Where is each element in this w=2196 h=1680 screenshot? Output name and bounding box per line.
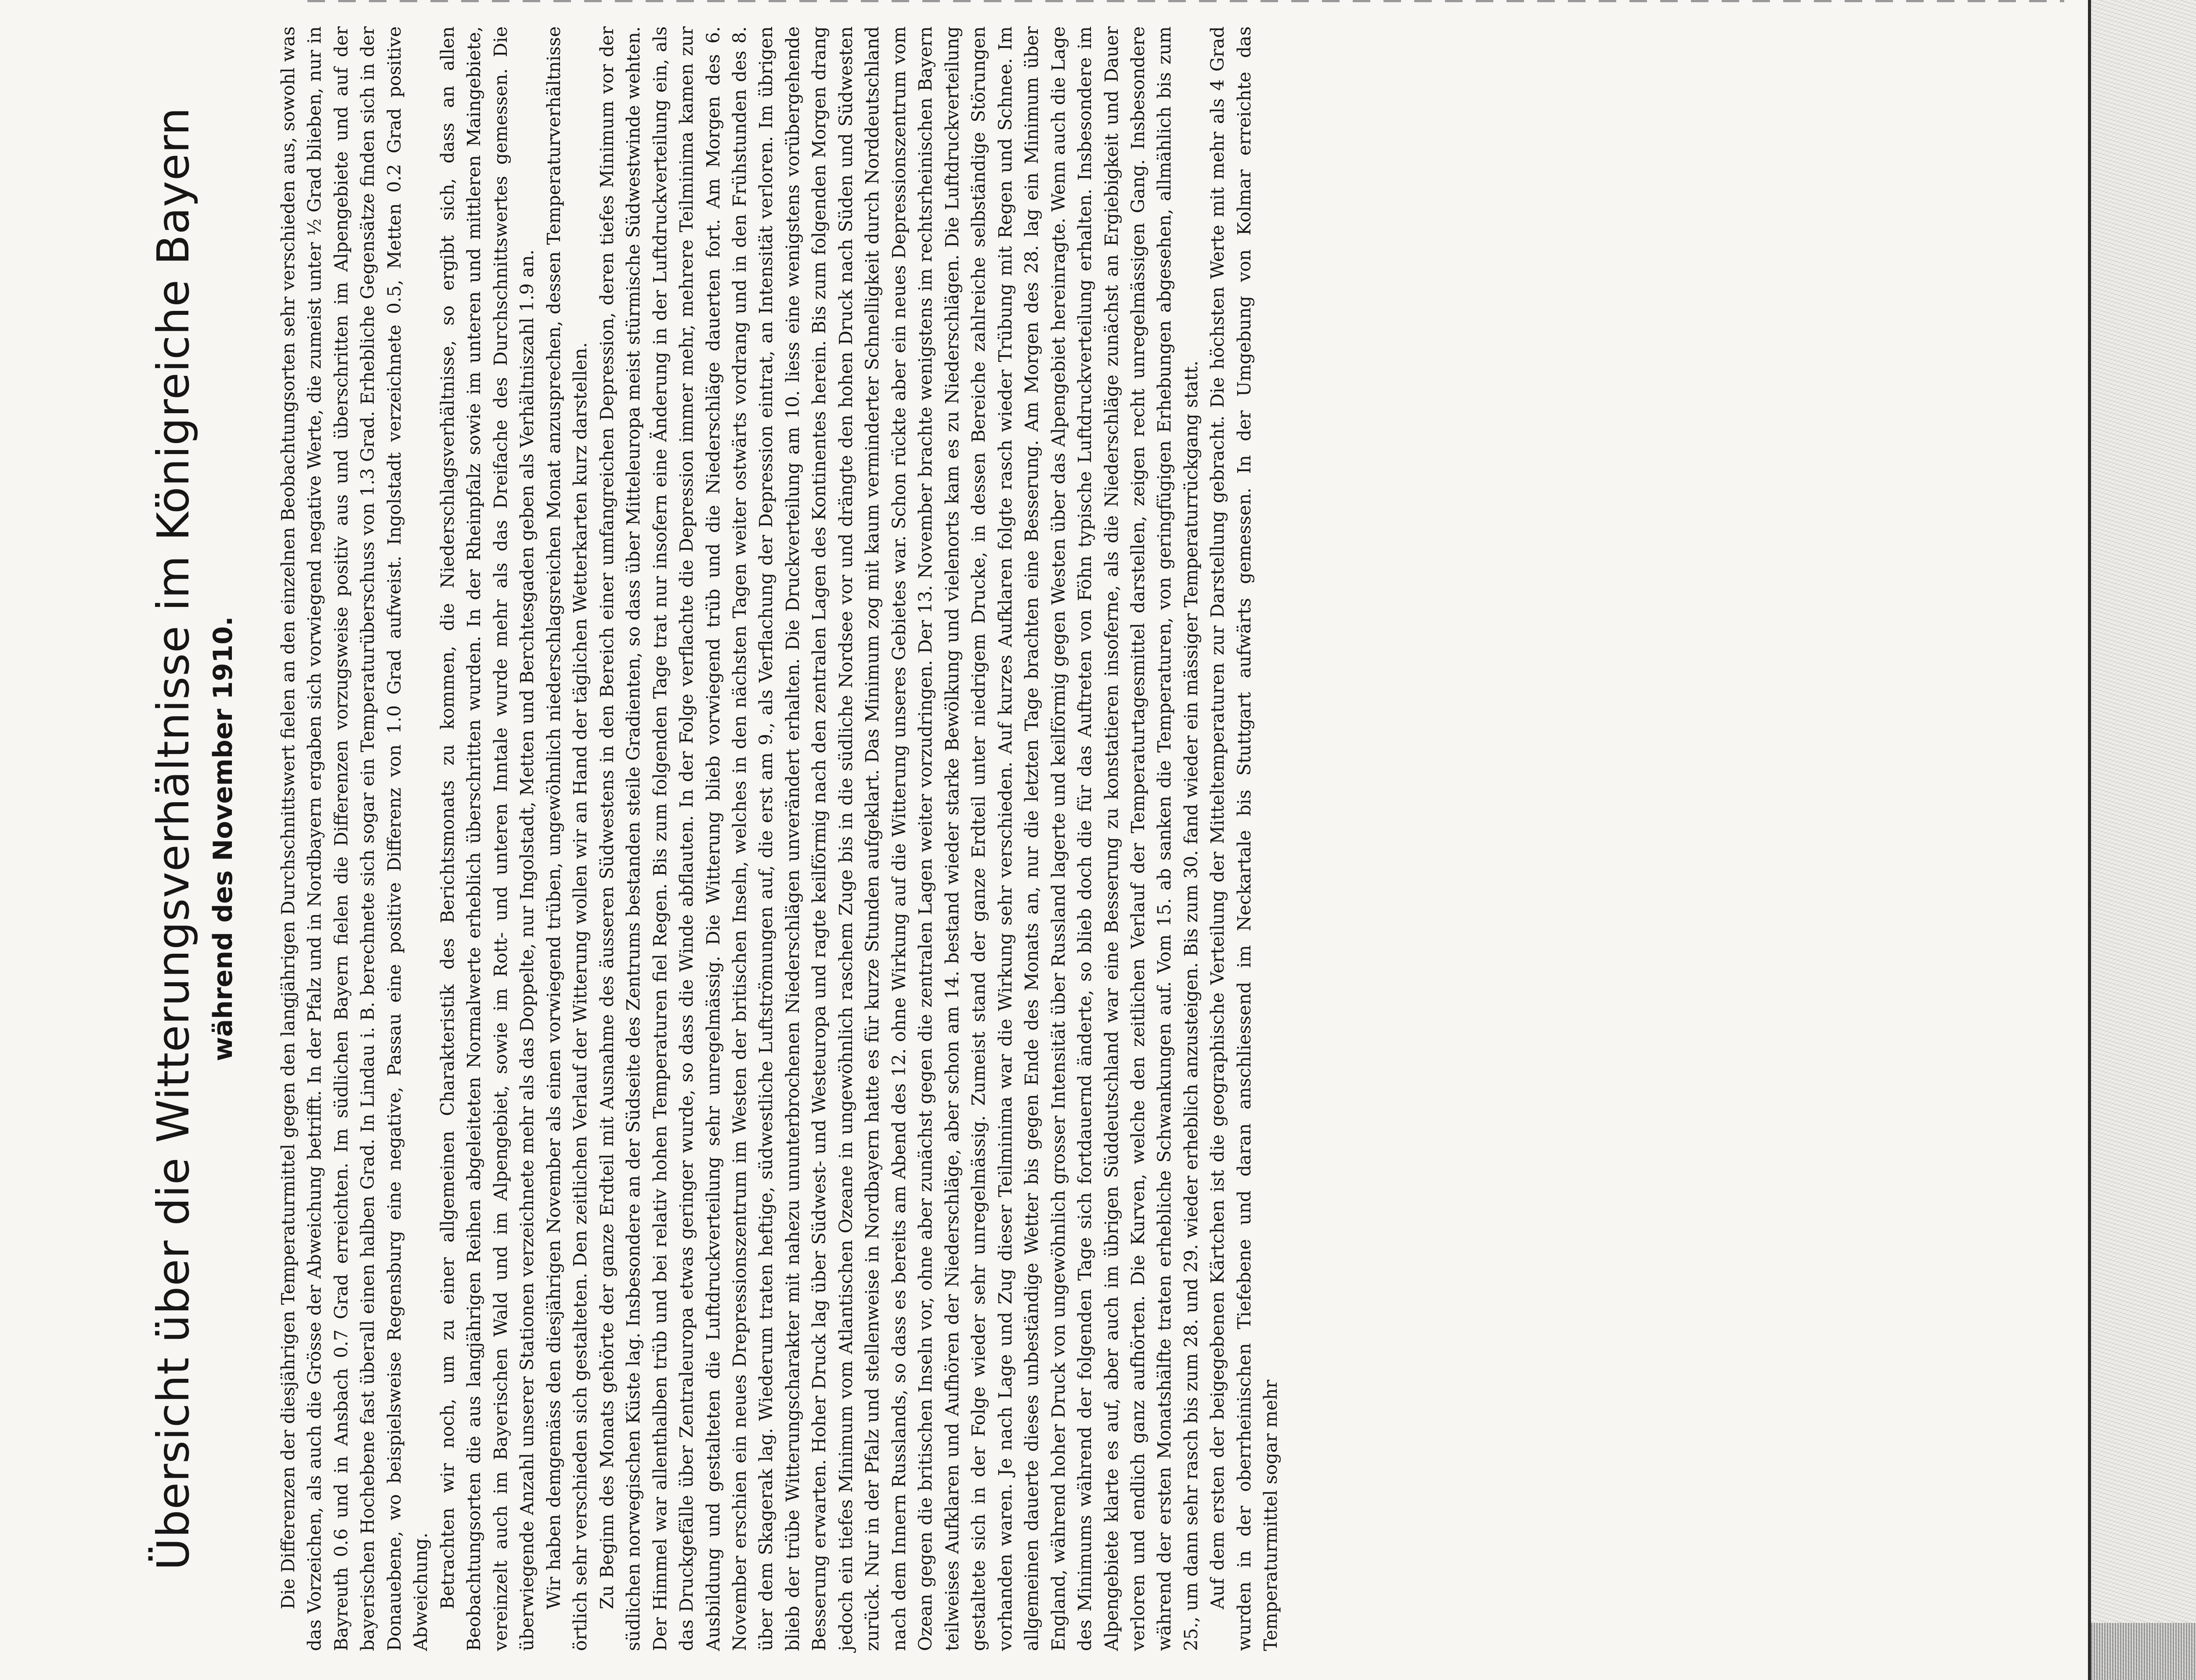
scan-margin-artifact xyxy=(2091,1623,2196,1680)
body-text xyxy=(275,26,1284,1651)
rotated-page-content xyxy=(145,26,2012,1651)
scan-margin xyxy=(2091,0,2196,1680)
page-title: Übersicht über die Witterungsverhältnisse im Königreiche Bayern xyxy=(148,107,199,1571)
paragraph-precipitation: Betrachten wir noch, um zu einer allgemeinen Charakteristik des Berichtsmonats zu kommen, die Niederschlagsverhältnisse, so ergibt sich, dass an allen Beobachtungsorten die aus langjährigen Reihen abgeleiteten Normalwerte erheblich überschritten wurden. In der Rheinpfalz sowie im unteren und mittleren Maingebiete, vereinzelt auch im Bayerischen Wald und im Alpengebiet, sowie im Rott- und unteren Inntale wurde mehr als das Dreifache des Durchschnittswertes gemessen. Die überwiegende Anzahl unserer Stationen verzeichnete mehr als das Doppelte, nur Ingolstadt, Metten und Berchtesgaden geben als Verhältniszahl 1.9 an. xyxy=(437,26,538,1651)
paragraph-temperature-map: Auf dem ersten der beigegebenen Kärtchen ist die geographische Verteilung der Mitteltemperaturen zur Darstellung gebracht. Die höchsten Werte mit mehr als 4 Grad wurden in der oberrheinischen Tiefebene und daran anschliessend im Neckartale bis Stuttgart aufwärts gemessen. In der Umgebung von Kolmar erreichte das Temperaturmittel sogar mehr xyxy=(1207,26,1282,1651)
scan-top-rule xyxy=(307,0,2064,2)
paragraph-summary: Wir haben demgemäss den diesjährigen November als einen vorwiegend trüben, ungewöhnlich niederschlagsreichen Monat anzusprechen, dessen Temperaturverhältnisse örtlich sehr verschieden sich gestalteten. Den zeitlichen Verlauf der Witterung wollen wir an Hand der täglichen Wetterkarten kurz darstellen. xyxy=(543,26,591,1651)
paragraph-temperature: Die Differenzen der diesjährigen Temperaturmittel gegen den langjährigen Durchschnittswert fielen an den einzelnen Beobachtungsorten sehr verschieden aus, sowohl was das Vorzeichen, als auch die Grösse der Abweichung betrifft. In der Pfalz und in Nordbayern ergaben sich vorwiegend negative Werte, die zumeist unter ½ Grad blieben, nur in Bayreuth 0.6 und in Ansbach 0.7 Grad erreichten. Im südlichen Bayern fielen die Differenzen vorzugsweise positiv aus und überschritten im Alpengebiete und auf der bayerischen Hochebene fast überall einen halben Grad. In Lindau i. B. berechnete sich sogar ein Temperaturüberschuss von 1.3 Grad. Erhebliche Gegensätze finden sich in der Donauebene, wo beispielsweise Regensburg eine negative, Passau eine positive Differenz von 1.0 Grad aufweist. Ingolstadt verzeichnete 0.5, Metten 0.2 Grad positive Abweichung. xyxy=(278,26,432,1651)
page-subtitle: während des November 1910. xyxy=(208,616,238,1061)
page-edge-line xyxy=(2088,0,2091,1680)
paragraph-weather-course: Zu Beginn des Monats gehörte der ganze Erdteil mit Ausnahme des äusseren Südwestens in den Bereich einer umfangreichen Depression, deren tiefes Minimum vor der südlichen norwegischen Küste lag. Insbesondere an der Südseite des Zentrums bestanden steile Gradienten, so dass über Mitteleuropa meist stürmische Südwestwinde wehten. Der Himmel war allenthalben trüb und bei relativ hohen Temperaturen fiel Regen. Bis zum folgenden Tage trat nur insofern eine Änderung in der Luftdruckverteilung ein, als das Druckgefälle über Zentraleuropa etwas geringer wurde, so dass die Winde abflauten. In der Folge verflachte die Depression immer mehr, mehrere Teilminima kamen zur Ausbildung und gestalteten die Luftdruckverteilung sehr unregelmässig. Die Witterung blieb vorwiegend trüb und die Niederschläge dauerten fort. Am Morgen des 6. November erschien ein neues Drepressionszentrum im Westen der britischen Inseln, welches in den nächsten Tagen weiter ostwärts vordrang und in den Frühstunden des 8. über dem Skagerak lag. Wiederum traten heftige, südwestliche Luftströmungen auf, die erst am 9., als Verflachung der Depression eintrat, an Intensität verloren. Im übrigen blieb der trübe Witterungscharakter mit nahezu ununterbrochenen Niederschlägen unverändert erhalten. Die Druckverteilung am 10. liess eine wenigstens vorübergehende Besserung erwarten. Hoher Druck lag über Südwest- und Westeuropa und ragte keilförmig nach den zentralen Lagen des Kontinentes herein. Bis zum folgenden Morgen drang jedoch ein tiefes Minimum vom Atlantischen Ozeane in ungewöhnlich raschem Zuge bis in die südliche Nordsee vor und drängte den hohen Druck nach Süden und Südwesten zurück. Nur in der Pfalz und stellenweise in Nordbayern hatte es für kurze Stunden aufgeklart. Das Minimum zog mit kaum verminderter Schnelligkeit durch Norddeutschland nach dem Innern Russlands, so dass es bereits am Abend des 12. ohne Wirkung auf die Witterung unseres Gebietes war. Schon rückte aber ein neues Depressionszentrum vom Ozean gegen die britischen Inseln vor, ohne aber zunächst gegen die zentralen Lagen weiter vorzudringen. Der 13. November brachte wenigstens im rechtsrheinischen Bayern teilweises Aufklaren und Aufhören der Niederschläge, aber schon am 14. bestand wieder starke Bewölkung und vielenorts kam es zu Niederschlägen. Die Luftdruckverteilung gestaltete sich in der Folge wieder sehr unregelmässig. Zumeist stand der ganze Erdteil unter niedrigem Drucke, in dessen Bereiche zahlreiche selbständige Störungen vorhanden waren. Je nach Lage und Zug dieser Teilminima war die Wirkung sehr verschieden. Auf kurzes Aufklaren folgte rasch wieder Trübung mit Regen und Schnee. Im allgemeinen dauerte dieses unbeständige Wetter bis gegen Ende des Monats an, nur die letzten Tage brachten eine Besserung. Am Morgen des 28. lag ein Minimum über England, während hoher Druck von ungewöhnlich grosser Intensität über Russland lagerte und keilförmig gegen Westen über das Alpengebiet hereinragte. Wenn auch die Lage des Minimums während der folgenden Tage sich fortdauernd änderte, so blieb doch die für das Auftreten von Föhn typische Luftdruckverteilung erhalten. Insbesondere im Alpengebiete klarte es auf, aber auch im übrigen Süddeutschland war eine Besserung zu konstatieren insoferne, als die Niederschläge zunächst an Ergiebigkeit und Dauer verloren und endlich ganz aufhörten. Die Kurven, welche den zeitlichen Verlauf der Temperaturtagesmittel darstellen, zeigen recht unregelmässigen Gang. Insbesondere während der ersten Monatshälfte traten erhebliche Schwankungen auf. Vom 15. ab sanken die Temperaturen, von geringfügigen Erhebungen abgesehen, allmählich bis zum 25., um dann sehr rasch bis zum 28. und 29. wieder erheblich anzusteigen. Bis zum 30. fand wieder ein mässiger Temperaturrückgang statt. xyxy=(596,26,1202,1651)
